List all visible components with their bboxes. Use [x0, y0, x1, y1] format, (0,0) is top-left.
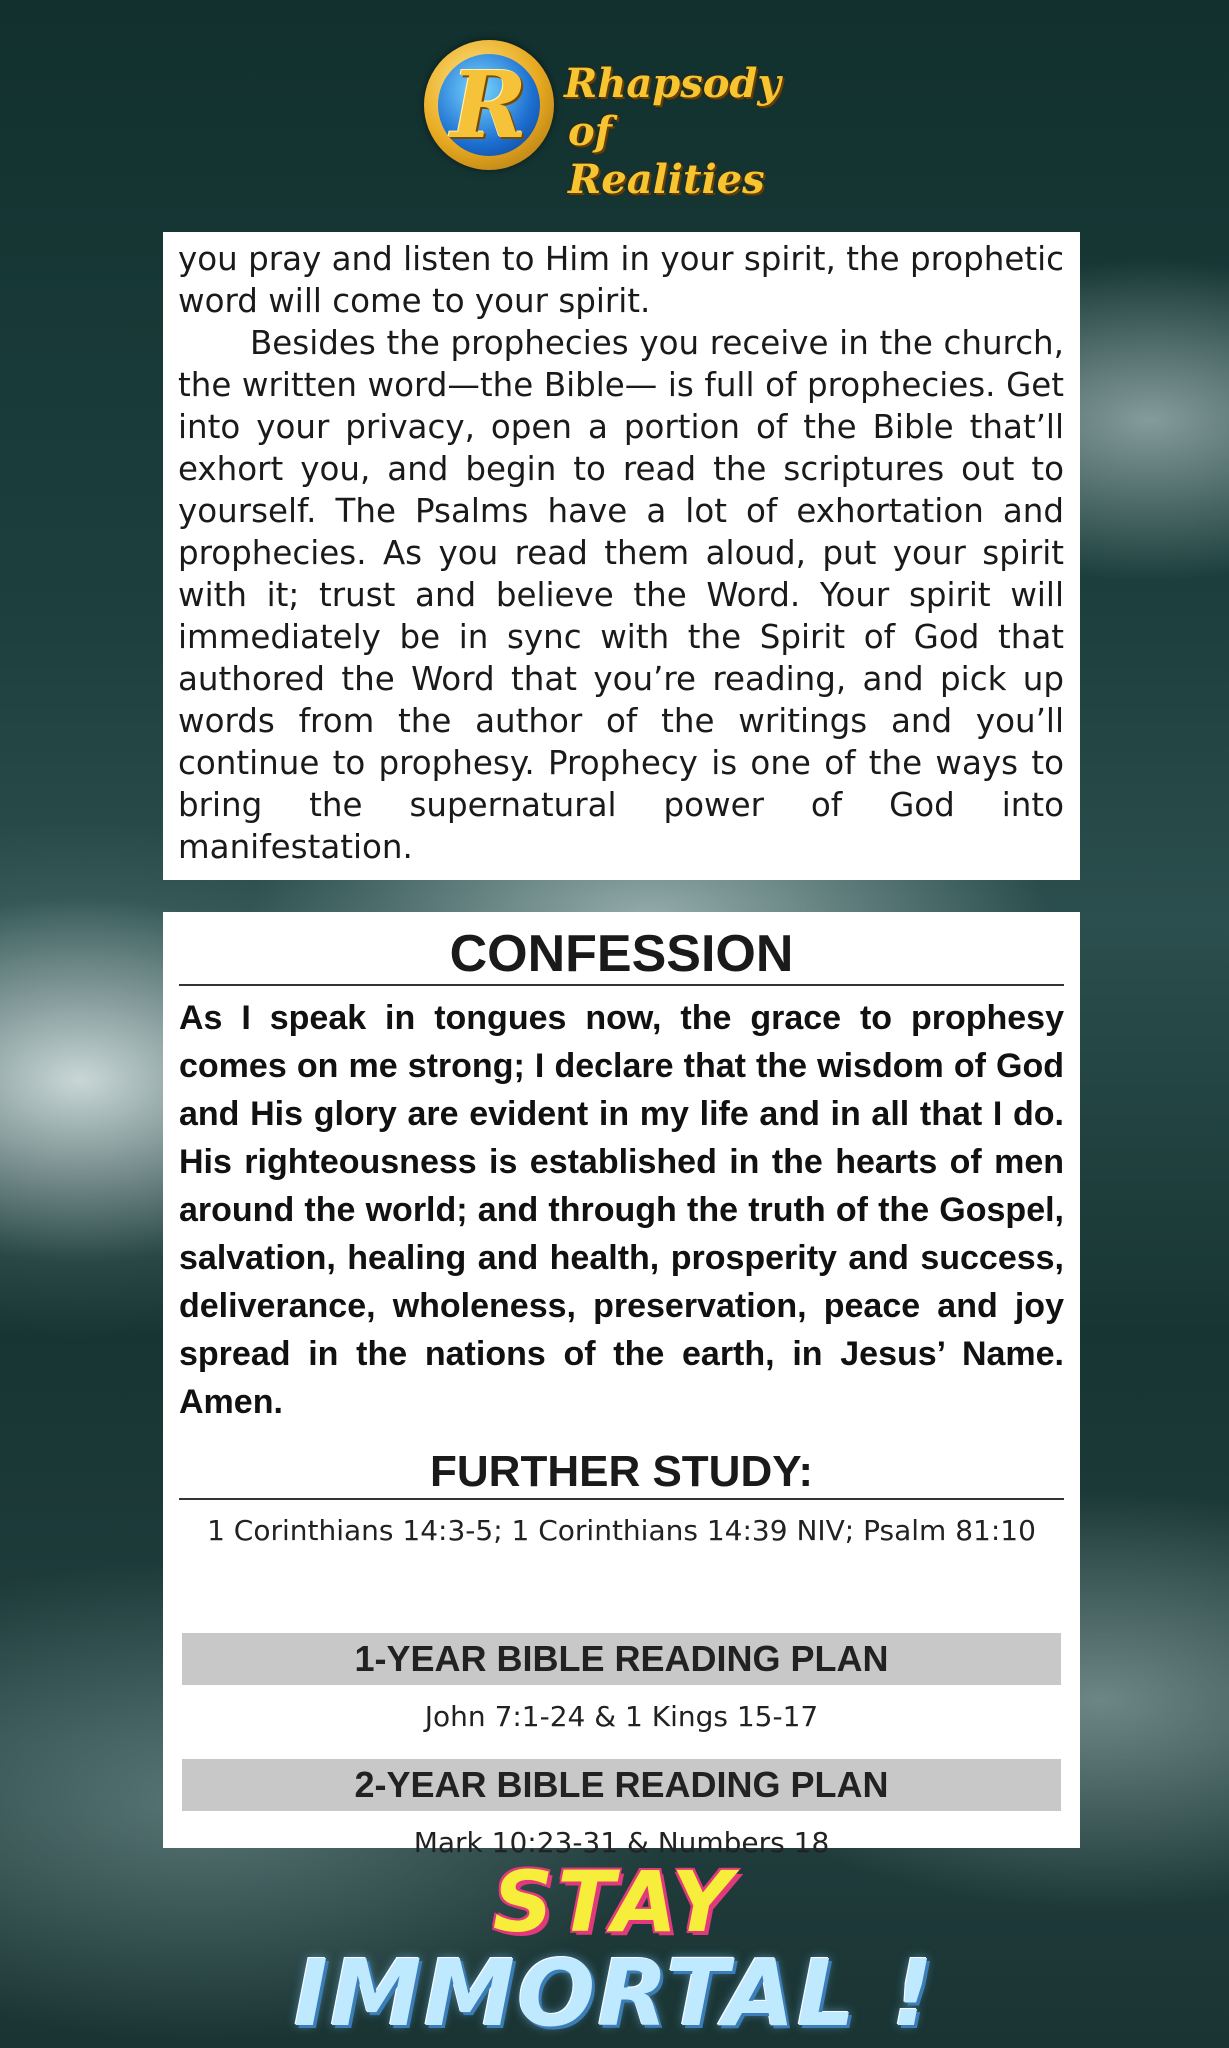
reading-plan-1-year: [182, 1633, 1061, 1737]
footer-stay: STAY: [492, 1853, 737, 1951]
footer-immortal: IMMORTAL !: [293, 1940, 936, 2047]
devotional-body-panel: [163, 232, 1080, 880]
plan-1-title: 1-YEAR BIBLE READING PLAN: [182, 1633, 1061, 1685]
plan-2-ref: Mark 10:23-31 & Numbers 18: [413, 1826, 830, 1859]
body-paragraph-1: you pray and listen to Him in your spirit, the prophetic word will come to your spirit.: [178, 240, 1064, 320]
logo-line1: Rhapsody: [564, 60, 781, 107]
confession-heading: CONFESSION: [179, 912, 1064, 986]
confession-panel: [163, 912, 1080, 1859]
body-paragraph-2: Besides the prophecies you receive in the church, the written word—the Bible— is full of prophecies. Get into your privacy, open a portion of the Bible that’ll exhort you, and begin to read the scriptures out to yourself. The Psalms have a lot of exhortation and prophecies. As you read them aloud, put your spirit with it; trust and believe the Word. Your spirit will immediately be in sync with the Spirit of God that authored the Word that you’re reading, and pick up words from the author of the writings and you’ll continue to prophesy. Prophecy is one of the ways to bring the supernatural power of God into manifestation.: [178, 324, 1064, 866]
further-study-refs: 1 Corinthians 14:3-5; 1 Corinthians 14:39 NIV; Psalm 81:10: [207, 1514, 1036, 1547]
confession-text: As I speak in tongues now, the grace to prophesy comes on me strong; I declare that the wisdom of God and His glory are evident in my life and in all that I do. His righteousness is established in the hearts of men around the world; and through the truth of the Gospel, salvation, healing and health, prosperity and success, deliverance, wholeness, preservation, peace and joy spread in the nations of the earth, in Jesus’ Name. Amen.: [179, 999, 1064, 1421]
plan-2-title: 2-YEAR BIBLE READING PLAN: [182, 1759, 1061, 1811]
logo-emblem: [424, 40, 554, 170]
plan-1-ref: John 7:1-24 & 1 Kings 15-17: [424, 1700, 819, 1733]
logo-letter: R: [450, 51, 528, 159]
logo-wordmark: [564, 60, 804, 204]
rhapsody-logo: [424, 36, 804, 203]
reading-plan-2-year: [182, 1759, 1061, 1863]
logo-line2: of Realities: [568, 108, 765, 203]
further-study-heading: FURTHER STUDY:: [179, 1446, 1064, 1500]
